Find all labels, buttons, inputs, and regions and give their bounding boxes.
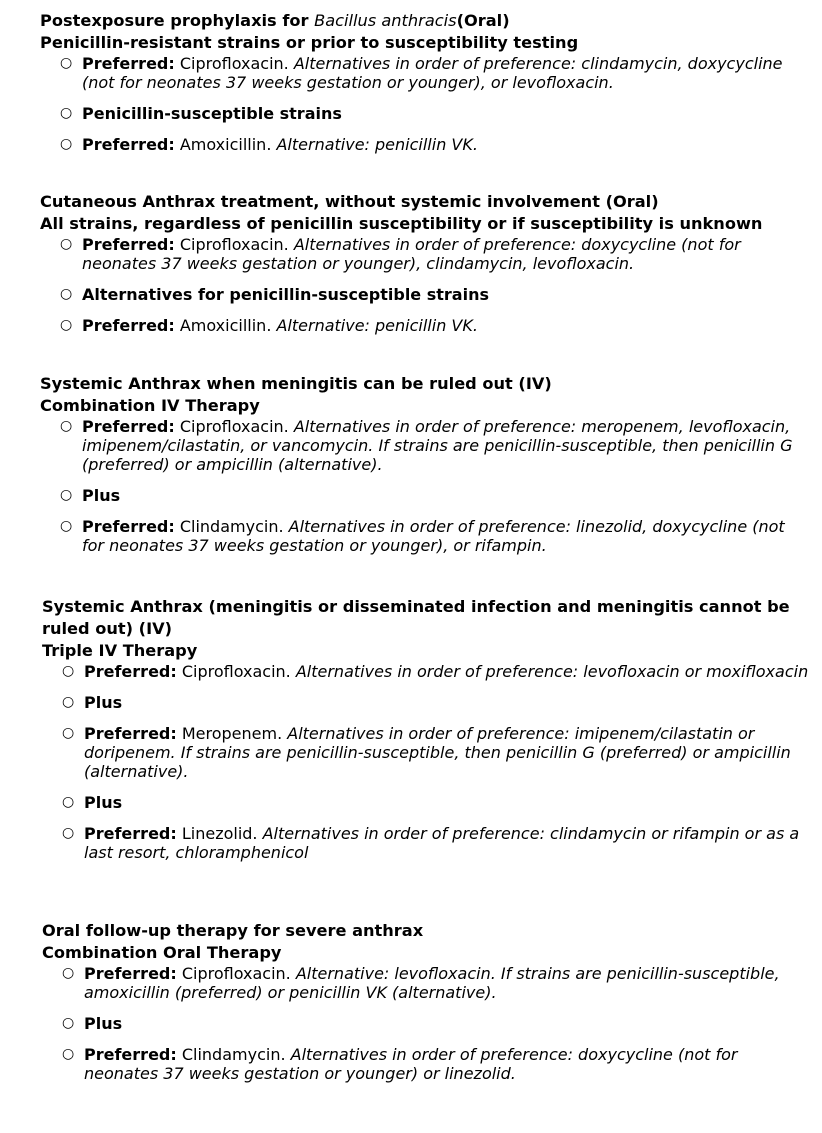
section-systemic-anthrax-meningitis [42,596,810,874]
list-item [40,316,810,335]
alternatives-text: Alternatives in order of preference: clindamycin or rifampin or as a last resort, chloramphenicol [84,824,800,862]
drug-name: Clindamycin. [174,517,289,536]
hollow-circle-bullet-icon: ○ [60,418,73,434]
organism-name: Bacillus anthracis [314,11,457,30]
regimen-list [40,54,810,154]
hollow-circle-bullet-icon: ○ [60,236,73,252]
hollow-circle-bullet-icon: ○ [60,286,73,302]
section-subtitle: Triple IV Therapy [42,641,198,660]
list-item [42,724,810,781]
hollow-circle-bullet-icon: ○ [62,965,75,981]
list-item [42,1045,810,1083]
hollow-circle-bullet-icon: ○ [62,1015,75,1031]
item-heading: Plus [84,1014,123,1033]
list-item [42,824,810,862]
list-item [42,693,810,712]
list-item [40,104,810,123]
preferred-label: Preferred: [82,54,175,73]
drug-name: Linezolid. [176,824,263,843]
list-item [42,793,810,812]
alternatives-text: Alternative: levofloxacin. If strains are penicillin-susceptible, amoxicillin (preferred) or penicillin VK (alternative). [84,964,780,1002]
alternatives-text: Alternatives in order of preference: linezolid, doxycycline (not for neonates 37 weeks gestation or younger), or rifampin. [82,517,785,555]
preferred-label: Preferred: [84,662,177,681]
list-item [40,486,810,505]
section-subtitle: Penicillin-resistant strains or prior to susceptibility testing [40,33,579,52]
drug-name: Ciprofloxacin. [174,417,294,436]
list-item [42,964,810,1002]
section-title: Systemic Anthrax when meningitis can be ruled out (IV) [40,374,552,393]
drug-name: Ciprofloxacin. [176,964,296,983]
hollow-circle-bullet-icon: ○ [60,55,73,71]
hollow-circle-bullet-icon: ○ [62,694,75,710]
preferred-label: Preferred: [82,517,175,536]
preferred-label: Preferred: [84,964,177,983]
alternatives-text: Alternative: penicillin VK. [276,135,478,154]
hollow-circle-bullet-icon: ○ [60,518,73,534]
hollow-circle-bullet-icon: ○ [60,136,73,152]
title-text: Postexposure prophylaxis for [40,11,315,30]
title-route: (Oral) [456,11,510,30]
drug-name: Ciprofloxacin. [174,54,294,73]
alternatives-text: Alternatives in order of preference: levofloxacin or moxifloxacin [295,662,809,681]
drug-name: Ciprofloxacin. [174,235,294,254]
section-title: Oral follow-up therapy for severe anthrax [42,921,424,940]
item-heading: Alternatives for penicillin-susceptible strains [82,285,489,304]
preferred-label: Preferred: [82,135,175,154]
list-item [42,1014,810,1033]
drug-name: Meropenem. [176,724,288,743]
section-subtitle: All strains, regardless of penicillin susceptibility or if susceptibility is unknown [40,214,763,233]
drug-name: Clindamycin. [176,1045,291,1064]
regimen-list [42,964,810,1083]
list-item [42,662,810,681]
section-subtitle: Combination IV Therapy [40,396,260,415]
section-subtitle: Combination Oral Therapy [42,943,282,962]
preferred-label: Preferred: [82,316,175,335]
alternatives-text: Alternatives in order of preference: imipenem/cilastatin or doripenem. If strains are penicillin-susceptible, then penicillin G (preferred) or ampicillin (alternative). [84,724,791,781]
list-item [40,54,810,92]
hollow-circle-bullet-icon: ○ [62,825,75,841]
hollow-circle-bullet-icon: ○ [60,317,73,333]
alternatives-text: Alternatives in order of preference: clindamycin, doxycycline (not for neonates 37 weeks gestation or younger), or levofloxacin. [82,54,783,92]
item-heading: Plus [82,486,121,505]
hollow-circle-bullet-icon: ○ [60,487,73,503]
hollow-circle-bullet-icon: ○ [62,725,75,741]
section-title: Cutaneous Anthrax treatment, without systemic involvement (Oral) [40,192,659,211]
list-item [40,517,810,555]
list-item [40,235,810,273]
section-cutaneous-anthrax [40,191,810,347]
preferred-label: Preferred: [82,235,175,254]
drug-name: Amoxicillin. [174,316,277,335]
regimen-list [40,235,810,335]
alternatives-text: Alternatives in order of preference: doxycycline (not for neonates 37 weeks gestation or younger) or linezolid. [84,1045,738,1083]
hollow-circle-bullet-icon: ○ [62,794,75,810]
preferred-label: Preferred: [84,724,177,743]
section-title [40,10,810,32]
list-item [40,285,810,304]
section-oral-follow-up [42,920,810,1095]
preferred-label: Preferred: [84,824,177,843]
list-item [40,417,810,474]
drug-name: Amoxicillin. [174,135,277,154]
preferred-label: Preferred: [82,417,175,436]
preferred-label: Preferred: [84,1045,177,1064]
section-title: Systemic Anthrax (meningitis or disseminated infection and meningitis cannot be ruled out) (IV) [42,597,790,638]
hollow-circle-bullet-icon: ○ [62,663,75,679]
alternatives-text: Alternatives in order of preference: doxycycline (not for neonates 37 weeks gestation or younger), clindamycin, levofloxacin. [82,235,741,273]
alternatives-text: Alternatives in order of preference: meropenem, levofloxacin, imipenem/cilastatin, or vancomycin. If strains are penicillin-susceptible, then penicillin G (preferred) or ampicillin (alternative). [82,417,793,474]
section-systemic-anthrax-no-meningitis [40,373,810,567]
regimen-list [42,662,810,862]
item-heading: Plus [84,793,123,812]
alternatives-text: Alternative: penicillin VK. [276,316,478,335]
item-heading: Penicillin-susceptible strains [82,104,342,123]
regimen-list [40,417,810,555]
hollow-circle-bullet-icon: ○ [62,1046,75,1062]
section-postexposure-prophylaxis [40,10,810,166]
item-heading: Plus [84,693,123,712]
drug-name: Ciprofloxacin. [176,662,296,681]
list-item [40,135,810,154]
hollow-circle-bullet-icon: ○ [60,105,73,121]
